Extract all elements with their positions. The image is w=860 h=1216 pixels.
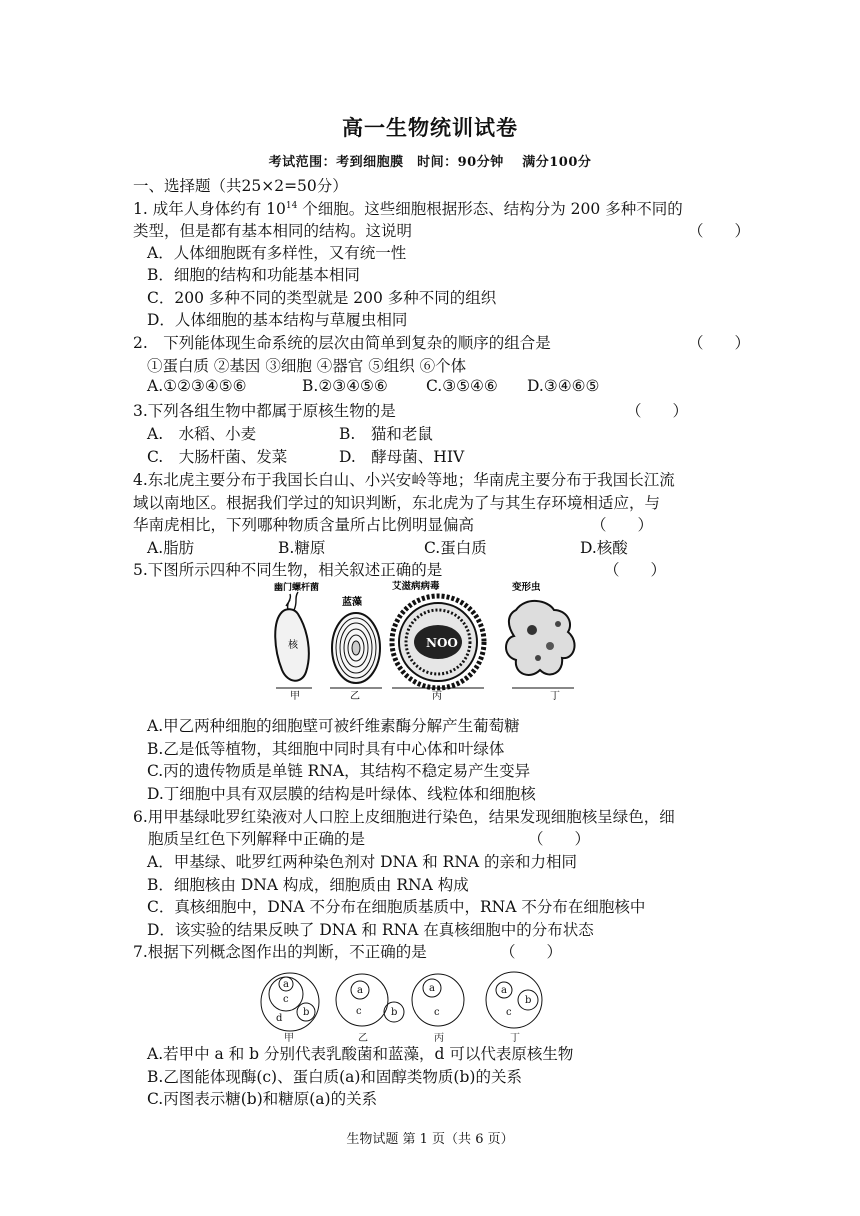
q4-option-c: C.蛋白质 xyxy=(424,539,487,557)
q5-option-c: C.丙的遗传物质是单链 RNA，其结构不稳定易产生变异 xyxy=(147,762,531,780)
q5-option-a: A.甲乙两种细胞的细胞壁可被纤维素酶分解产生葡萄糖 xyxy=(147,717,520,735)
q6-option-a: A．甲基绿、吡罗红两种染色剂对 DNA 和 RNA 的亲和力相同 xyxy=(147,853,578,871)
label-jia: 甲 xyxy=(290,691,300,700)
q2-items: ①蛋白质 ②基因 ③细胞 ④器官 ⑤组织 ⑥个体 xyxy=(147,357,467,375)
q3-option-d: D. 酵母菌、HIV xyxy=(339,448,465,466)
helicobacter-drawing xyxy=(275,592,312,688)
diagram-bing xyxy=(412,974,464,1026)
diagram-ding-a: a xyxy=(501,985,507,996)
diagram-jia-label: 甲 xyxy=(284,1033,294,1044)
hiv-drawing xyxy=(392,596,484,688)
q7-answer-paren: （ ） xyxy=(500,943,563,961)
svg-text:核: 核 xyxy=(288,640,298,651)
q3-option-a: A. 水稻、小麦 xyxy=(147,425,257,443)
q7-option-a: A.若甲中 a 和 b 分别代表乳酸菌和蓝藻，d 可以代表原核生物 xyxy=(147,1045,574,1063)
diagram-ding xyxy=(486,972,542,1028)
q6-answer-paren: （ ） xyxy=(528,830,591,848)
diagram-ding-label: 丁 xyxy=(510,1033,520,1044)
diagram-yi-label: 乙 xyxy=(358,1033,368,1044)
q1-option-d: D．人体细胞的基本结构与草履虫相同 xyxy=(147,311,408,329)
q4-option-b: B.糖原 xyxy=(278,539,326,557)
q1-option-c: C．200 多种不同的类型就是 200 多种不同的组织 xyxy=(147,289,497,307)
label-hiv: 艾滋病病毒 xyxy=(392,581,440,592)
diagram-bing-a: a xyxy=(429,983,435,994)
diagram-yi-c: c xyxy=(356,1006,362,1017)
label-yi: 乙 xyxy=(350,691,360,700)
q2-option-c: C.③⑤④⑥ xyxy=(426,377,498,395)
q1-option-a: A．人体细胞既有多样性，又有统一性 xyxy=(147,244,407,262)
q3-answer-paren: （ ） xyxy=(626,402,689,420)
q5-option-b: B.乙是低等植物，其细胞中同时具有中心体和叶绿体 xyxy=(147,740,505,758)
label-helicobacter: 幽门螺杆菌 xyxy=(274,583,320,593)
diagram-bing-label: 丙 xyxy=(434,1033,444,1044)
cyanobacteria-drawing xyxy=(330,613,382,688)
exam-info: 考试范围：考到细胞膜 时间：90分钟 满分100分 xyxy=(268,155,592,170)
q6-option-b: B．细胞核由 DNA 构成，细胞质由 RNA 构成 xyxy=(147,876,469,894)
q6-stem-line1: 6.用甲基绿吡罗红染液对人口腔上皮细胞进行染色，结果发现细胞核呈绿色，细 xyxy=(133,808,675,826)
q2-option-b: B.②③④⑤⑥ xyxy=(302,377,388,395)
section-heading: 一、选择题（共25×2=50分） xyxy=(133,177,348,195)
label-amoeba: 变形虫 xyxy=(512,582,541,593)
diagram-jia-c: c xyxy=(283,994,289,1005)
q4-stem-line3: 华南虎相比，下列哪种物质含量所占比例明显偏高 xyxy=(133,516,475,534)
four-organisms-figure xyxy=(268,580,594,700)
q4-option-d: D.核酸 xyxy=(580,539,628,557)
q4-option-a: A.脂肪 xyxy=(147,539,195,557)
label-ding: 丁 xyxy=(550,691,560,700)
q2-stem: 2. 下列能体现生命系统的层次由简单到复杂的顺序的组合是 xyxy=(133,334,551,352)
svg-text:NOO: NOO xyxy=(426,636,458,650)
q5-stem: 5.下图所示四种不同生物，相关叙述正确的是 xyxy=(133,561,443,579)
q2-option-a: A.①②③④⑤⑥ xyxy=(147,377,247,395)
q7-option-b: B.乙图能体现酶(c)、蛋白质(a)和固醇类物质(b)的关系 xyxy=(147,1068,522,1086)
q6-stem-line2: 胞质呈红色下列解释中正确的是 xyxy=(148,830,366,848)
q5-option-d: D.丁细胞中具有双层膜的结构是叶绿体、线粒体和细胞核 xyxy=(147,785,536,803)
diagram-jia-b: b xyxy=(303,1007,310,1018)
concept-diagram-figure xyxy=(258,968,558,1044)
q3-stem: 3.下列各组生物中都属于原核生物的是 xyxy=(133,402,396,420)
q1-stem-line2: 类型，但是都有基本相同的结构。这说明 xyxy=(133,222,413,240)
diagram-yi xyxy=(336,974,404,1026)
label-bing: 丙 xyxy=(432,691,442,700)
q4-stem-line1: 4.东北虎主要分布于我国长白山、小兴安岭等地；华南虎主要分布于我国长江流 xyxy=(133,471,675,489)
page-footer: 生物试题 第 1 页（共 6 页） xyxy=(346,1132,514,1147)
q6-option-d: D．该实验的结果反映了 DNA 和 RNA 在真核细胞中的分布状态 xyxy=(147,921,594,939)
q7-option-c: C.丙图表示糖(b)和糖原(a)的关系 xyxy=(147,1090,378,1108)
q4-stem-line2: 域以南地区。根据我们学过的知识判断，东北虎为了与其生存环境相适应，与 xyxy=(133,494,661,512)
diagram-bing-c: c xyxy=(434,1007,440,1018)
q3-option-c: C. 大肠杆菌、发菜 xyxy=(147,448,288,466)
q3-option-b: B. 猫和老鼠 xyxy=(339,425,433,443)
q1-stem-line1: 1. 成年人身体约有 $10^{14}$ 个细胞。这些细胞根据形态、结构分为 200 多种不同的 xyxy=(133,200,683,218)
diagram-jia xyxy=(261,973,319,1031)
q1-option-b: B．细胞的结构和功能基本相同 xyxy=(147,266,360,284)
diagram-yi-a: a xyxy=(357,985,363,996)
page-title: 高一生物统训试卷 xyxy=(342,116,518,140)
label-cyanobacteria: 蓝藻 xyxy=(342,597,362,608)
diagram-jia-d: d xyxy=(276,1013,283,1024)
q7-stem: 7.根据下列概念图作出的判断，不正确的是 xyxy=(133,943,427,961)
diagram-yi-b: b xyxy=(391,1007,398,1018)
q2-option-d: D.③④⑥⑤ xyxy=(527,377,600,395)
diagram-jia-a: a xyxy=(283,979,289,990)
amoeba-drawing xyxy=(506,601,575,688)
diagram-ding-c: c xyxy=(506,1007,512,1018)
q5-answer-paren: （ ） xyxy=(604,561,667,579)
q1-answer-paren: （ ） xyxy=(688,222,751,240)
q2-answer-paren: （ ） xyxy=(688,334,751,352)
q4-answer-paren: （ ） xyxy=(591,516,654,534)
q6-option-c: C．真核细胞中，DNA 不分布在细胞质基质中，RNA 不分布在细胞核中 xyxy=(147,898,646,916)
diagram-ding-b: b xyxy=(525,995,532,1006)
